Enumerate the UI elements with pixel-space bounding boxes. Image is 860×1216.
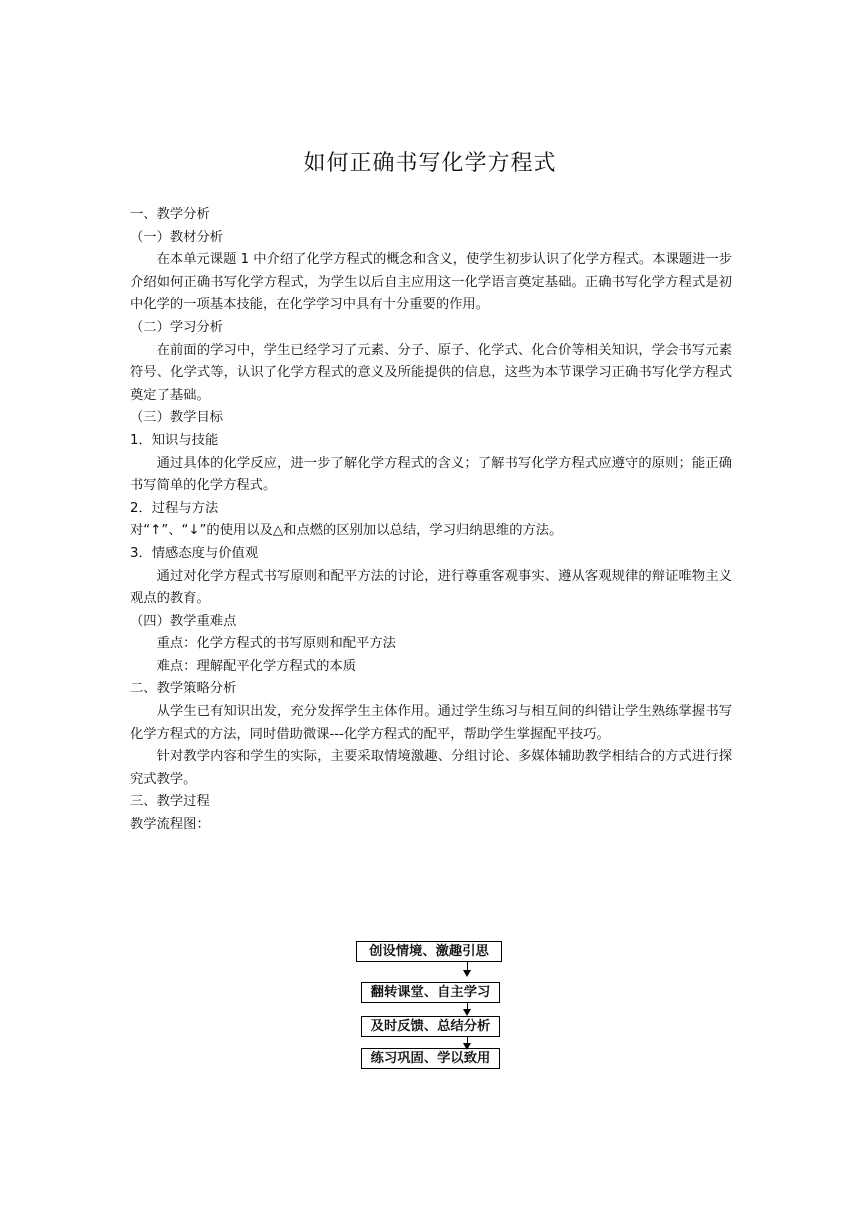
flowchart-caption: 教学流程图： — [130, 817, 210, 833]
paragraph: 针对教学内容和学生的实际，主要采取情境激趣、分组讨论、多媒体辅助教学相结合的方式进行探究式教学。 — [130, 749, 732, 787]
subsection-heading: （一）教材分析 — [130, 229, 224, 245]
arrow-down-icon — [463, 1009, 471, 1016]
arrow-down-icon — [463, 970, 471, 977]
paragraph: 对“↑”、“↓”的使用以及△和点燃的区别加以总结，学习归纳思维的方法。 — [130, 523, 563, 539]
flow-step-2: 翻转课堂、自主学习 — [361, 982, 500, 1003]
difficult-point: 难点：理解配平化学方程式的本质 — [156, 658, 357, 674]
paragraph: 在本单元课题 1 中介绍了化学方程式的概念和含义，使学生初步认识了化学方程式。本课题进一步介绍如何正确书写化学方程式，为学生以后自主应用这一化学语言奠定基础。正确书写化学方程式是初中化学的一项基本技能，在化学学习中具有十分重要的作用。 — [130, 252, 732, 313]
key-point: 重点：化学方程式的书写原则和配平方法 — [156, 636, 396, 652]
section-heading: 二、教学策略分析 — [130, 681, 237, 697]
document-body — [130, 204, 732, 837]
flow-step-4: 练习巩固、学以致用 — [361, 1048, 500, 1069]
flow-step-1: 创设情境、激趣引思 — [356, 941, 502, 962]
subsection-heading: （四）教学重难点 — [130, 613, 237, 629]
section-heading: 一、教学分析 — [130, 207, 210, 222]
document-title: 如何正确书写化学方程式 — [303, 151, 557, 176]
goal-heading: 1．知识与技能 — [130, 432, 219, 448]
section-heading: 三、教学过程 — [130, 794, 210, 810]
flow-step-3: 及时反馈、总结分析 — [361, 1016, 500, 1037]
paragraph: 从学生已有知识出发，充分发挥学生主体作用。通过学生练习与相互间的纠错让学生熟练掌握书写化学方程式的方法，同时借助微课---化学方程式的配平，帮助学生掌握配平技巧。 — [130, 704, 732, 742]
subsection-heading: （三）教学目标 — [130, 410, 224, 426]
paragraph: 通过具体的化学反应，进一步了解化学方程式的含义；了解书写化学方程式应遵守的原则；能正确书写简单的化学方程式。 — [130, 455, 732, 494]
paragraph: 在前面的学习中，学生已经学习了元素、分子、原子、化学式、化合价等相关知识，学会书写元素符号、化学式等，认识了化学方程式的意义及所能提供的信息，这些为本节课学习正确书写化学方程式奠定了基础。 — [130, 342, 732, 403]
goal-heading: 3．情感态度与价值观 — [130, 545, 259, 561]
goal-heading: 2．过程与方法 — [130, 500, 219, 516]
paragraph: 通过对化学方程式书写原则和配平方法的讨论，进行尊重客观事实、遵从客观规律的辩证唯物主义观点的教育。 — [130, 568, 732, 607]
subsection-heading: （二）学习分析 — [130, 319, 224, 335]
